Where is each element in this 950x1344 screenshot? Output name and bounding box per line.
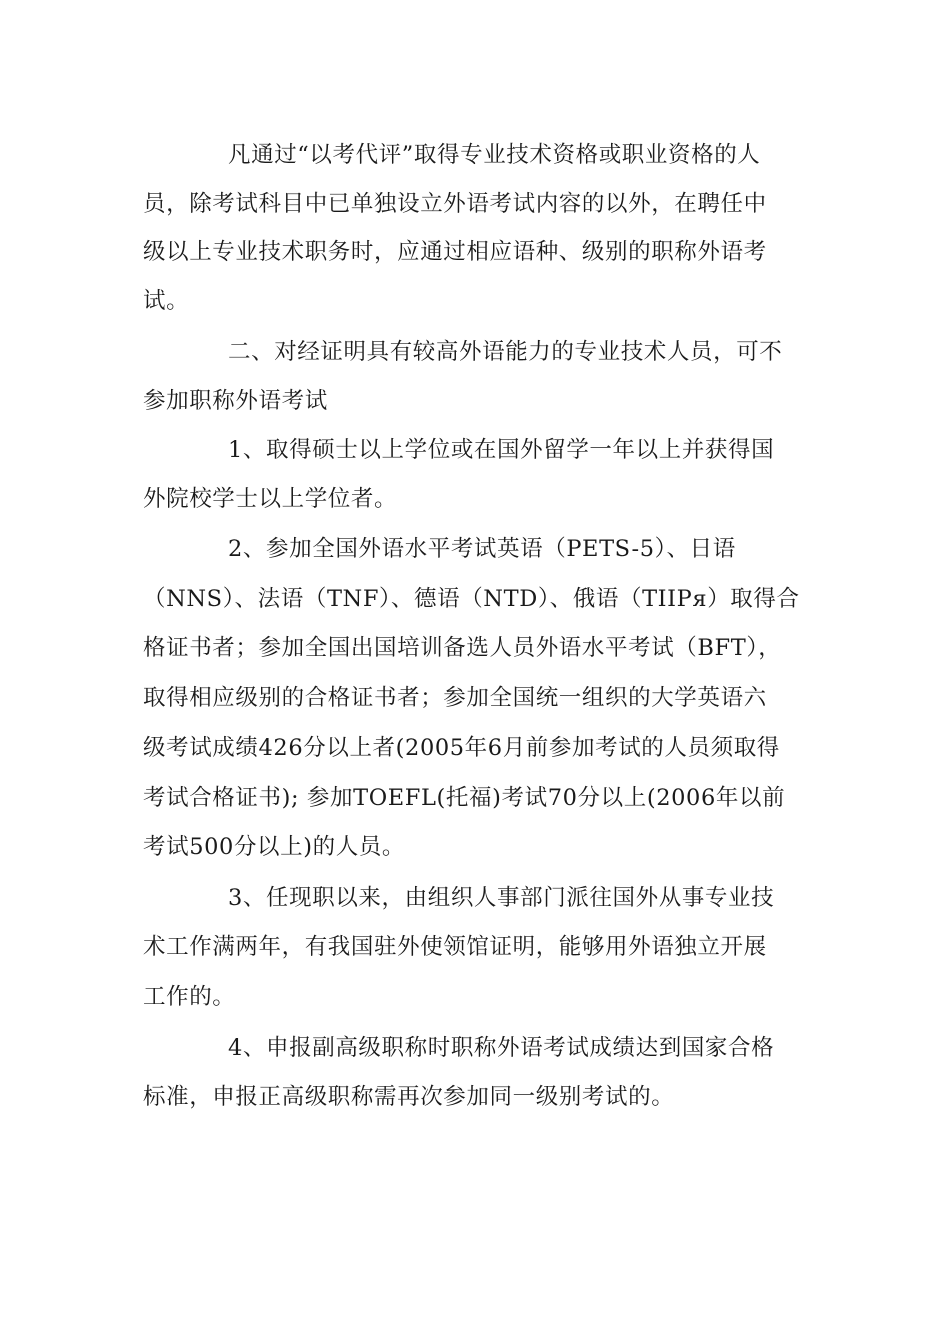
item-3-line-3: 工作的。 [143, 984, 236, 1010]
paragraph-1-line-3: 级以上专业技术职务时，应通过相应语种、级别的职称外语考 [143, 239, 767, 265]
item-3-line-1: 3、任现职以来，由组织人事部门派往国外从事专业技 [228, 885, 775, 911]
section-2-heading-line-2: 参加职称外语考试 [143, 388, 328, 414]
paragraph-1-line-1: 凡通过“以考代评”取得专业技术资格或职业资格的人 [228, 142, 761, 168]
section-2-heading-line-1: 二、对经证明具有较高外语能力的专业技术人员，可不 [228, 339, 783, 365]
item-2-line-2: （NNS）、法语（TNF）、德语（NTD）、俄语（TIIPя）取得合 [143, 586, 800, 612]
item-2-line-5: 级考试成绩426分以上者(2005年6月前参加考试的人员须取得 [143, 735, 780, 761]
item-2-line-3: 格证书者；参加全国出国培训备选人员外语水平考试（BFT）， [143, 635, 782, 661]
item-2-line-1: 2、参加全国外语水平考试英语（PETS-5）、日语 [228, 536, 736, 562]
item-4-line-2: 标准，申报正高级职称需再次参加同一级别考试的。 [143, 1084, 675, 1110]
item-2-line-4: 取得相应级别的合格证书者；参加全国统一组织的大学英语六 [143, 685, 767, 711]
item-4-line-1: 4、申报副高级职称时职称外语考试成绩达到国家合格 [228, 1035, 775, 1061]
item-1-line-1: 1、取得硕士以上学位或在国外留学一年以上并获得国 [228, 437, 775, 463]
paragraph-1-line-4: 试。 [143, 288, 190, 314]
item-2-line-7: 考试500分以上)的人员。 [143, 834, 406, 860]
item-2-line-6: 考试合格证书); 参加TOEFL(托福)考试70分以上(2006年以前 [143, 785, 786, 811]
item-3-line-2: 术工作满两年，有我国驻外使领馆证明，能够用外语独立开展 [143, 934, 767, 960]
item-1-line-2: 外院校学士以上学位者。 [143, 486, 398, 512]
paragraph-1-line-2: 员，除考试科目中已单独设立外语考试内容的以外，在聘任中 [143, 191, 767, 217]
